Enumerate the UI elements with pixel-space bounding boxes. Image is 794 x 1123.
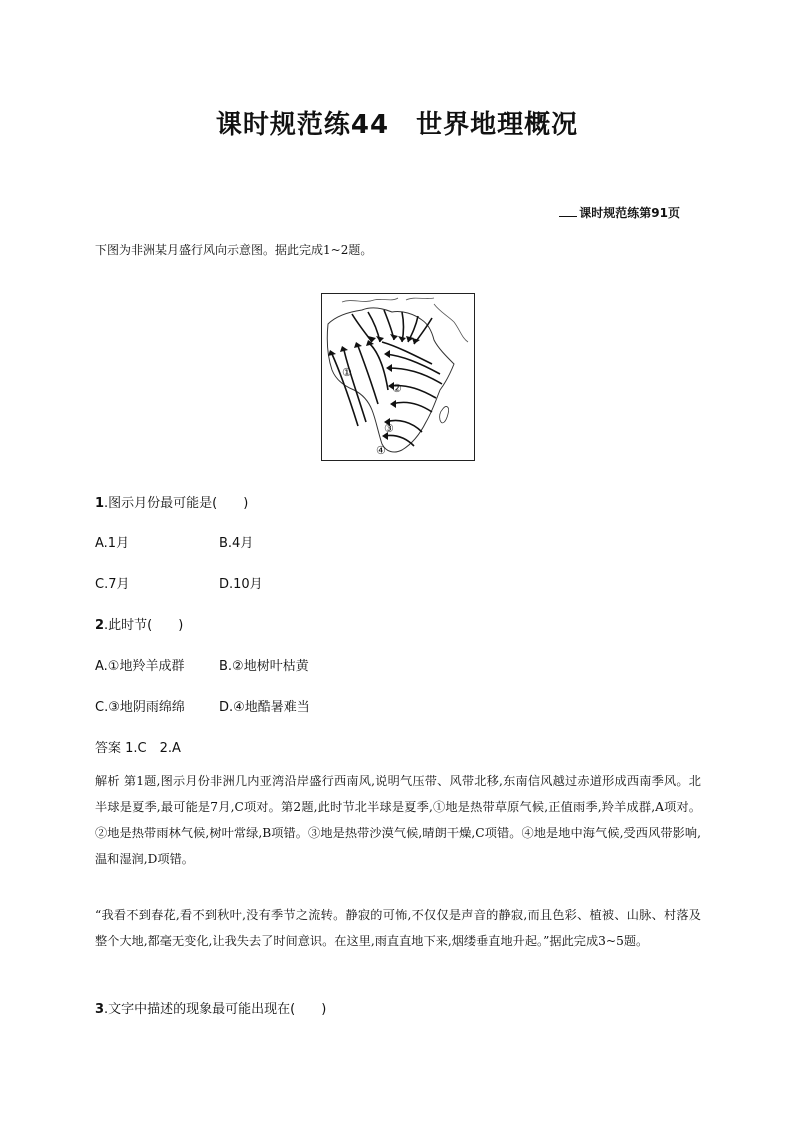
- q1-option-c: C.7月: [95, 577, 130, 592]
- q2-option-c: C.③地阴雨绵绵: [95, 700, 185, 715]
- question-2-stem: .此时节( ): [104, 618, 184, 633]
- q1-option-a: A.1月: [95, 536, 130, 551]
- coast-lines: [342, 298, 468, 342]
- q2-option-d: D.④地酷暑难当: [219, 700, 310, 715]
- explanation-text: 解析 第1题,图示月份非洲几内亚湾沿岸盛行西南风,说明气压带、风带北移,东南信风越过赤道形成西南季风。北半球是夏季,最可能是7月,C项对。第2题,此时节北半球是夏季,①地是热带草原气候,正值雨季,羚羊成群,A项对。②地是热带雨林气候,树叶常绿,B项错。③地是热带沙漠气候,晴朗干燥,C项错。④地是地中海气候,受西风带影响,温和湿润,D项错。: [95, 774, 701, 866]
- q2-option-b: B.②地树叶枯黄: [219, 659, 309, 674]
- intro-text-1: 下图为非洲某月盛行风向示意图。据此完成1~2题。: [95, 243, 373, 257]
- question-1-stem: .图示月份最可能是( ): [104, 496, 249, 511]
- madagascar-outline: [440, 407, 449, 423]
- map-label-3: ③: [384, 422, 394, 435]
- q2-option-a: A.①地羚羊成群: [95, 659, 185, 674]
- question-3-stem: .文字中描述的现象最可能出现在( ): [104, 1002, 327, 1017]
- underline-mark: [559, 216, 577, 217]
- question-3: [95, 998, 326, 1017]
- answer-line: 答案 1.C 2.A: [95, 741, 181, 756]
- map-label-4: ④: [376, 444, 386, 457]
- question-2: [95, 614, 183, 633]
- map-label-2: ②: [392, 382, 402, 395]
- map-label-1: ①: [342, 366, 352, 379]
- question-1: [95, 492, 248, 511]
- q1-option-d: D.10月: [219, 577, 263, 592]
- reference-label: [559, 204, 680, 221]
- question-1-number: 1: [95, 496, 105, 511]
- question-3-number: 3: [95, 1002, 105, 1017]
- reference-text: 课时规范练第91页: [579, 206, 680, 220]
- intro-text-2: “我看不到春花,看不到秋叶,没有季节之流转。静寂的可怖,不仅仅是声音的静寂,而且色彩、植被、山脉、村落及整个大地,都毫无变化,让我失去了时间意识。在这里,雨直直地下来,烟缕垂直地升起。”据此完成3~5题。: [95, 908, 701, 948]
- africa-wind-map: [321, 293, 475, 461]
- page-title: 课时规范练44 世界地理概况: [215, 110, 579, 140]
- question-2-number: 2: [95, 618, 105, 633]
- q1-option-b: B.4月: [219, 536, 254, 551]
